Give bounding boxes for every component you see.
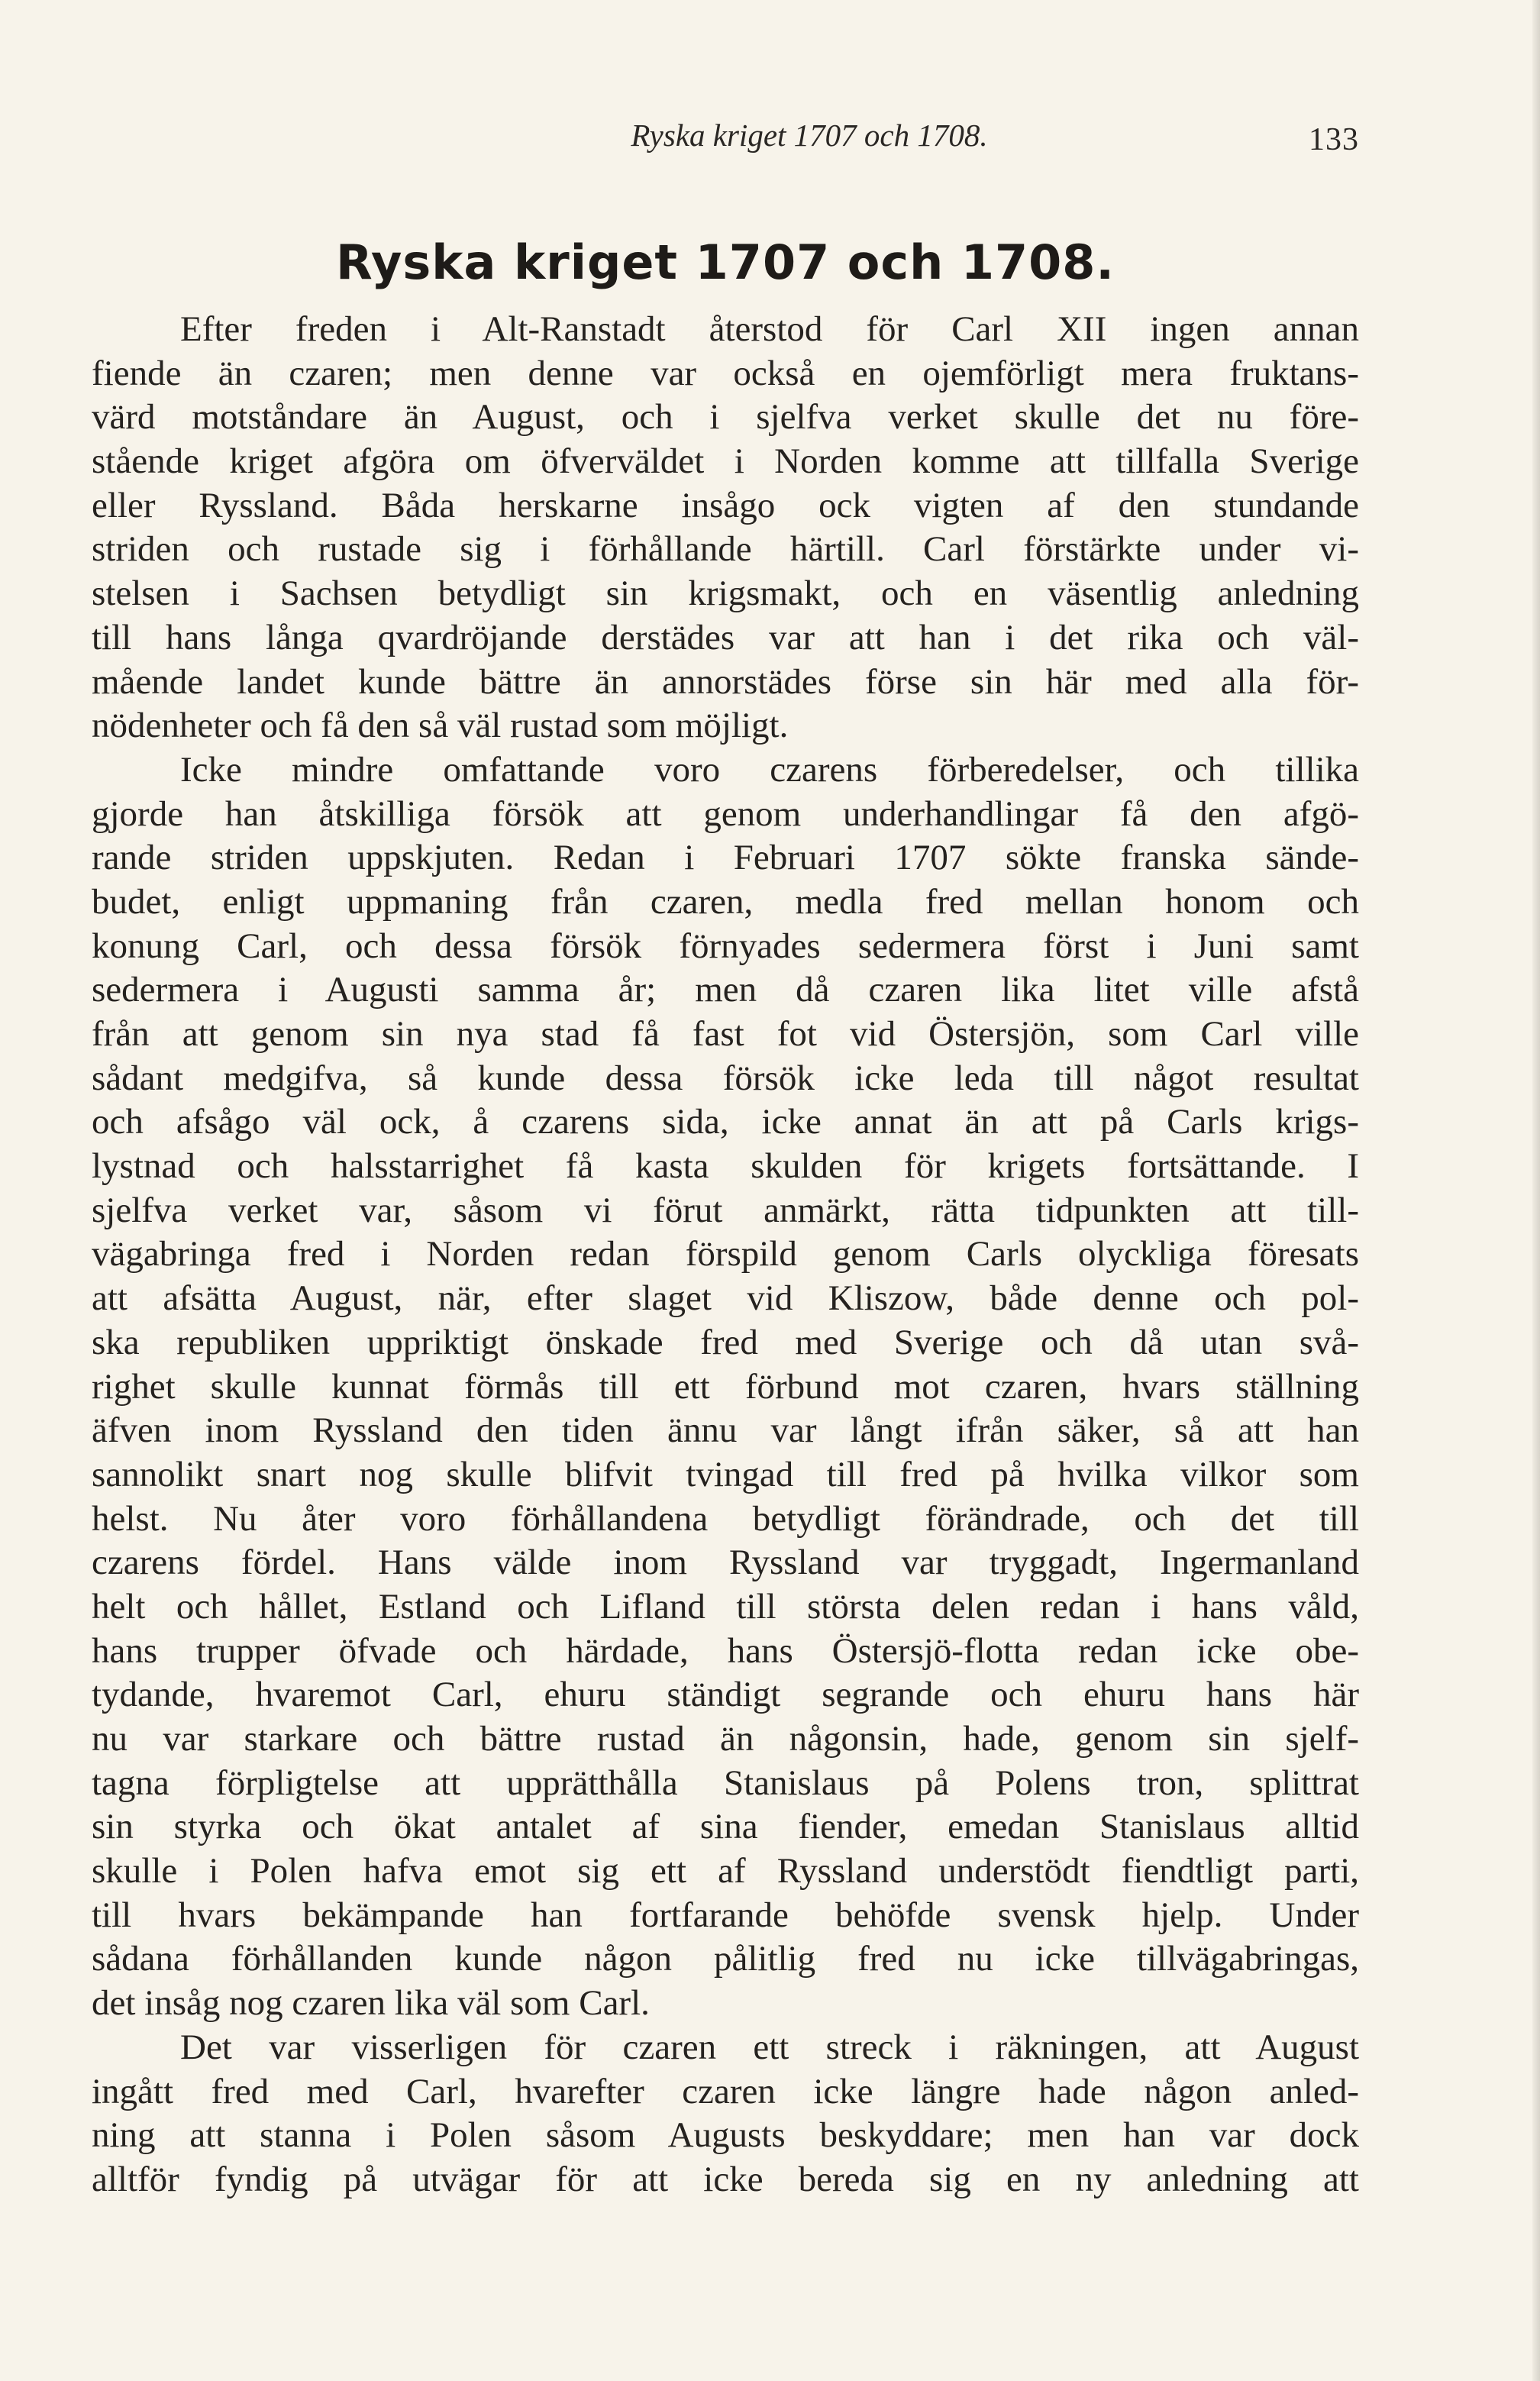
text-line: sjelfva verket var, såsom vi förut anmärkt, rätta tidpunkten att till- [92,1190,1359,1230]
text-line: hans trupper öfvade och härdade, hans Östersjö-flotta redan icke obe- [92,1630,1359,1671]
text-line: nu var starkare och bättre rustad än någonsin, hade, genom sin sjelf- [92,1719,1359,1759]
text-line: rande striden uppskjuten. Redan i Februari 1707 sökte franska sände- [92,838,1359,878]
text-line: righet skulle kunnat förmås till ett förbund mot czaren, hvars ställning [92,1366,1359,1407]
paragraph-3 [92,2026,1359,2202]
text-line: Efter freden i Alt-Ranstadt återstod för Carl XII ingen annan [180,309,1359,349]
page-edge [1532,0,1540,2381]
text-line: från att genom sin nya stad få fast fot vid Östersjön, som Carl ville [92,1014,1359,1054]
paragraph-2 [92,748,1359,2026]
text-line: värd motståndare än August, och i sjelfva verket skulle det nu före- [92,397,1359,438]
text-line: eller Ryssland. Båda herskarne insågo ock vigten af den stundande [92,485,1359,525]
text-line: ska republiken uppriktigt önskade fred med Sverige och då utan svå- [92,1322,1359,1362]
text-line: striden och rustade sig i förhållande härtill. Carl förstärkte under vi- [92,529,1359,570]
text-line: till hans långa qvardröjande derstädes var att han i det rika och väl- [92,617,1359,657]
text-line: att afsätta August, när, efter slaget vid Kliszow, både denne och pol- [92,1278,1359,1319]
text-line: det insåg nog czaren lika väl som Carl. [92,1983,650,2024]
text-line: stående kriget afgöra om öfverväldet i Norden komme att tillfalla Sverige [92,441,1359,482]
text-line: lystnad och halsstarrighet få kasta skulden för krigets fortsättande. I [92,1146,1359,1187]
text-line: sin styrka och ökat antalet af sina fiender, emedan Stanislaus alltid [92,1807,1359,1847]
text-line: fiende än czaren; men denne var också en ojemförligt mera fruktans- [92,353,1359,393]
text-line: budet, enligt uppmaning från czaren, medla fred mellan honom och [92,881,1359,922]
text-line: vägabringa fred i Norden redan förspild genom Carls olyckliga föresats [92,1234,1359,1274]
text-line: helt och hållet, Estland och Lifland till största delen redan i hans våld, [92,1586,1359,1627]
text-line: helst. Nu åter voro förhållandena betydligt förändrade, och det till [92,1498,1359,1539]
text-line: sedermera i Augusti samma år; men då czaren lika litet ville afstå [92,970,1359,1010]
body-text [92,308,1359,2202]
text-line: konung Carl, och dessa försök förnyades sedermera först i Juni samt [92,926,1359,966]
text-line: till hvars bekämpande han fortfarande behöfde svensk hjelp. Under [92,1895,1359,1935]
text-line: Icke mindre omfattande voro czarens förberedelser, och tillika [180,749,1359,790]
text-line: gjorde han åtskilliga försök att genom underhandlingar få den afgö- [92,793,1359,834]
text-line: tagna förpligtelse att upprätthålla Stanislaus på Polens tron, splittrat [92,1762,1359,1803]
text-line: sådana förhållanden kunde någon pålitlig fred nu icke tillvägabringas, [92,1939,1359,1979]
text-line: tydande, hvaremot Carl, ehuru ständigt segrande och ehuru hans här [92,1675,1359,1715]
text-line: stelsen i Sachsen betydligt sin krigsmakt, och en väsentlig anledning [92,573,1359,614]
text-line: och afsågo väl ock, å czarens sida, icke annat än att på Carls krigs- [92,1102,1359,1142]
text-line: czarens fördel. Hans välde inom Ryssland var tryggadt, Ingermanland [92,1543,1359,1583]
text-line: ingått fred med Carl, hvarefter czaren icke längre hade någon anled- [92,2071,1359,2111]
text-line: sådant medgifva, så kunde dessa försök icke leda till något resultat [92,1058,1359,1098]
text-line: sannolikt snart nog skulle blifvit tvingad till fred på hvilka vilkor som [92,1454,1359,1494]
text-line: mående landet kunde bättre än annorstädes förse sin här med alla för- [92,661,1359,702]
chapter-title: Ryska kriget 1707 och 1708. [336,234,1115,290]
text-line: äfven inom Ryssland den tiden ännu var långt ifrån säker, så att han [92,1410,1359,1451]
running-title: Ryska kriget 1707 och 1708. [631,118,988,153]
paragraph-1 [92,308,1359,748]
text-line: Det var visserligen för czaren ett streck i räkningen, att August [180,2027,1359,2067]
text-line: alltför fyndig på utvägar för att icke bereda sig en ny anledning att [92,2159,1359,2199]
page-number: 133 [1309,122,1359,157]
text-line: skulle i Polen hafva emot sig ett af Ryssland understödt fiendtligt parti, [92,1851,1359,1892]
running-head [92,116,1359,162]
text-line: ning att stanna i Polen såsom Augusts beskyddare; men han var dock [92,2115,1359,2156]
text-line: nödenheter och få den så väl rustad som möjligt. [92,706,789,746]
